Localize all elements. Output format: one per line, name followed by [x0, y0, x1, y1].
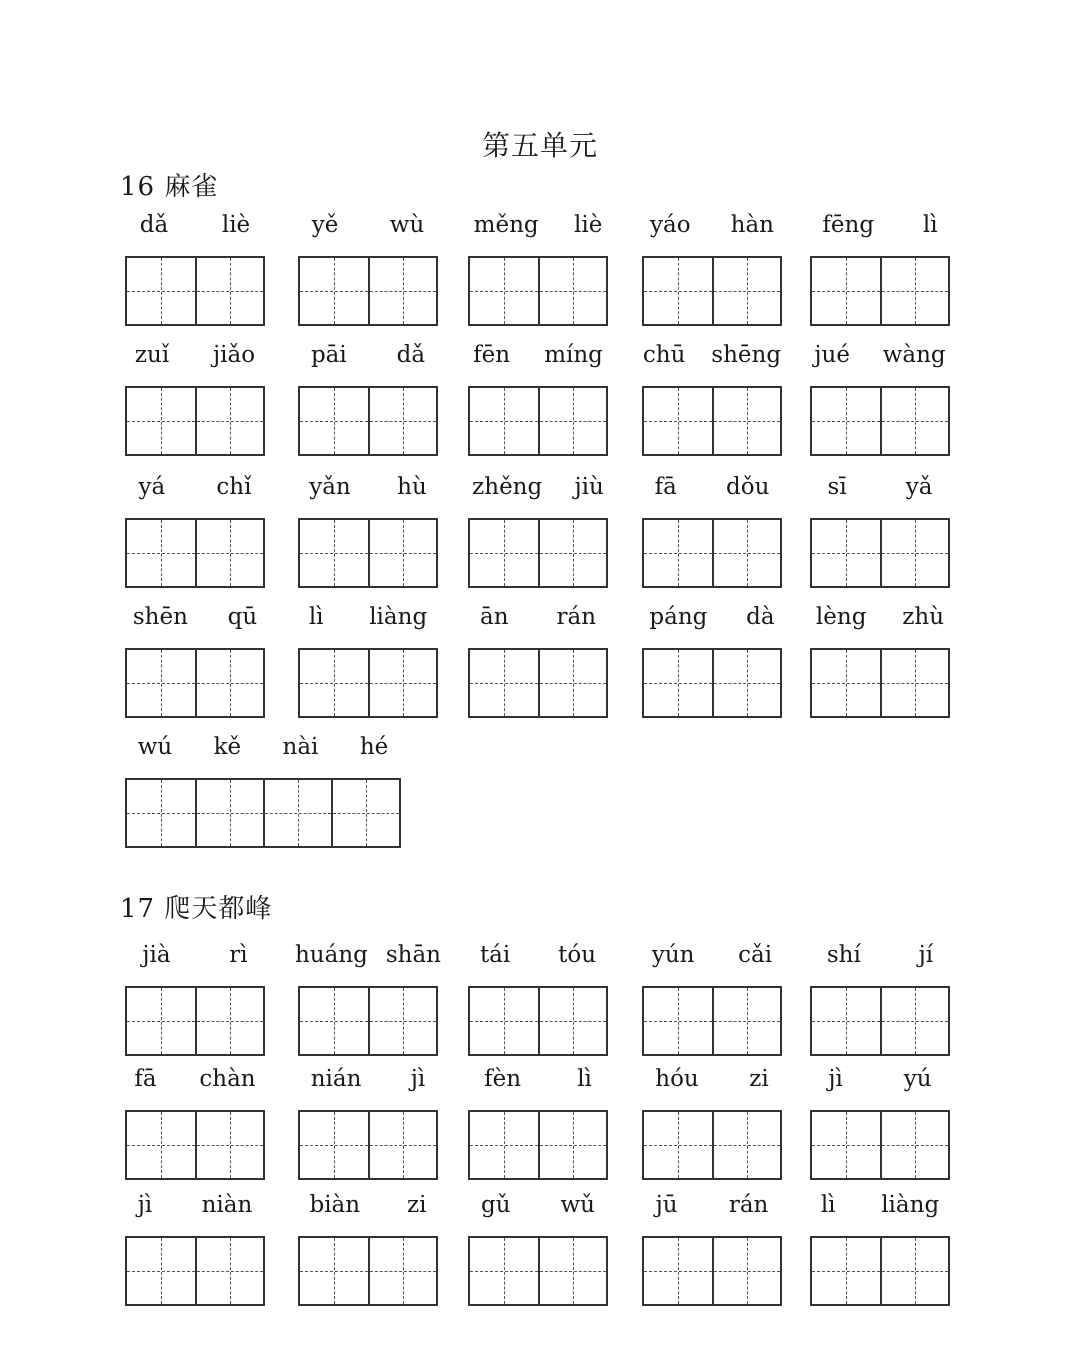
pinyin-syllable: yá: [138, 474, 166, 500]
tianzige-cell[interactable]: [195, 258, 263, 324]
lesson-heading: 16 麻雀: [120, 172, 219, 202]
pinyin-syllable: yú: [903, 1066, 932, 1092]
tianzige-cell[interactable]: [470, 388, 538, 454]
tianzige-cell[interactable]: [644, 258, 712, 324]
pinyin-syllable: hé: [359, 734, 389, 760]
writing-grid[interactable]: [125, 1110, 265, 1180]
pinyin-syllable: shēng: [711, 342, 782, 368]
pinyin-syllable: zi: [749, 1066, 769, 1092]
writing-grid[interactable]: [125, 518, 265, 588]
pinyin-line: [456, 338, 620, 372]
pinyin-syllable: měng: [473, 212, 539, 238]
writing-grid[interactable]: [642, 518, 782, 588]
tianzige-cell[interactable]: [712, 520, 780, 586]
pinyin-syllable: jì: [137, 1192, 153, 1218]
pinyin-syllable: zhù: [902, 604, 945, 630]
tianzige-cell[interactable]: [470, 1112, 538, 1178]
tianzige-cell[interactable]: [300, 520, 368, 586]
writing-grid[interactable]: [810, 648, 950, 718]
pinyin-syllable: lì: [577, 1066, 592, 1092]
writing-grid[interactable]: [298, 1236, 438, 1306]
tianzige-cell[interactable]: [538, 988, 606, 1054]
pinyin-syllable: zi: [407, 1192, 427, 1218]
pinyin-syllable: lèng: [815, 604, 867, 630]
pinyin-syllable: liàng: [881, 1192, 940, 1218]
pinyin-syllable: ān: [479, 604, 509, 630]
writing-grid[interactable]: [298, 256, 438, 326]
tianzige-cell[interactable]: [195, 1112, 263, 1178]
unit-title: 第五单元: [481, 129, 598, 162]
tianzige-cell[interactable]: [300, 988, 368, 1054]
pinyin-syllable: jià: [142, 942, 171, 968]
tianzige-cell[interactable]: [880, 1238, 948, 1304]
pinyin-line: [798, 600, 962, 634]
pinyin-syllable: liè: [221, 212, 251, 238]
pinyin-syllable: dǎ: [139, 212, 169, 238]
writing-grid[interactable]: [298, 648, 438, 718]
tianzige-cell[interactable]: [644, 650, 712, 716]
tianzige-cell[interactable]: [127, 780, 195, 846]
tianzige-cell[interactable]: [644, 1112, 712, 1178]
pinyin-syllable: chàn: [199, 1066, 256, 1092]
tianzige-cell[interactable]: [812, 520, 880, 586]
pinyin-syllable: chǐ: [216, 474, 252, 500]
pinyin-line: [113, 208, 277, 242]
tianzige-cell[interactable]: [644, 388, 712, 454]
pinyin-line: [456, 1062, 620, 1096]
pinyin-line: [456, 938, 620, 972]
tianzige-cell[interactable]: [880, 258, 948, 324]
tianzige-cell[interactable]: [538, 258, 606, 324]
tianzige-cell[interactable]: [812, 388, 880, 454]
pinyin-syllable: yáo: [650, 212, 691, 238]
pinyin-syllable: jì: [410, 1066, 426, 1092]
pinyin-line: [798, 208, 962, 242]
pinyin-syllable: fā: [134, 1066, 157, 1092]
pinyin-line: [113, 938, 277, 972]
pinyin-syllable: shān: [385, 942, 441, 968]
pinyin-syllable: fèn: [484, 1066, 522, 1092]
writing-grid[interactable]: [642, 648, 782, 718]
pinyin-syllable: wú: [137, 734, 173, 760]
tianzige-cell[interactable]: [368, 520, 436, 586]
writing-grid[interactable]: [468, 386, 608, 456]
pinyin-line: [286, 470, 450, 504]
tianzige-cell[interactable]: [263, 780, 331, 846]
pinyin-syllable: lì: [922, 212, 938, 238]
tianzige-cell[interactable]: [195, 780, 263, 846]
pinyin-line: [798, 938, 962, 972]
pinyin-syllable: jiǎo: [213, 342, 256, 368]
writing-grid[interactable]: [810, 1236, 950, 1306]
tianzige-cell[interactable]: [300, 650, 368, 716]
tianzige-cell[interactable]: [300, 1238, 368, 1304]
tianzige-cell[interactable]: [712, 650, 780, 716]
pinyin-line: [113, 1188, 277, 1222]
pinyin-syllable: nài: [282, 734, 319, 760]
writing-grid[interactable]: [810, 386, 950, 456]
writing-grid[interactable]: [642, 1110, 782, 1180]
tianzige-cell[interactable]: [195, 1238, 263, 1304]
pinyin-syllable: yě: [311, 212, 339, 238]
pinyin-line: [286, 1188, 450, 1222]
tianzige-cell[interactable]: [470, 988, 538, 1054]
pinyin-line: [456, 1188, 620, 1222]
pinyin-syllable: lì: [820, 1192, 836, 1218]
pinyin-syllable: nián: [310, 1066, 362, 1092]
pinyin-syllable: fēn: [473, 342, 511, 368]
pinyin-line: [630, 338, 794, 372]
pinyin-line: [286, 938, 450, 972]
writing-grid[interactable]: [298, 1110, 438, 1180]
tianzige-cell[interactable]: [880, 988, 948, 1054]
pinyin-line: [113, 600, 277, 634]
pinyin-syllable: kě: [213, 734, 242, 760]
tianzige-cell[interactable]: [880, 1112, 948, 1178]
pinyin-syllable: wàng: [882, 342, 946, 368]
pinyin-line: [798, 1062, 962, 1096]
pinyin-syllable: fā: [654, 474, 677, 500]
pinyin-syllable: wù: [389, 212, 425, 238]
tianzige-cell[interactable]: [470, 258, 538, 324]
pinyin-line: [286, 208, 450, 242]
pinyin-line: [113, 470, 277, 504]
pinyin-line: [113, 338, 277, 372]
pinyin-syllable: rán: [556, 604, 597, 630]
pinyin-syllable: wǔ: [560, 1192, 595, 1218]
writing-grid[interactable]: [125, 778, 401, 848]
pinyin-syllable: rán: [728, 1192, 769, 1218]
pinyin-syllable: yǎ: [905, 474, 933, 500]
pinyin-line: [630, 1062, 794, 1096]
writing-grid[interactable]: [642, 1236, 782, 1306]
tianzige-cell[interactable]: [368, 1238, 436, 1304]
tianzige-cell[interactable]: [127, 1112, 195, 1178]
pinyin-syllable: jì: [828, 1066, 843, 1092]
tianzige-cell[interactable]: [195, 520, 263, 586]
tianzige-cell[interactable]: [368, 1112, 436, 1178]
writing-grid[interactable]: [810, 1110, 950, 1180]
pinyin-syllable: jué: [814, 342, 850, 368]
writing-grid[interactable]: [642, 986, 782, 1056]
pinyin-syllable: liàng: [369, 604, 428, 630]
pinyin-syllable: hù: [397, 474, 427, 500]
pinyin-syllable: zuǐ: [134, 342, 170, 368]
tianzige-cell[interactable]: [812, 258, 880, 324]
tianzige-cell[interactable]: [644, 1238, 712, 1304]
writing-grid[interactable]: [125, 986, 265, 1056]
tianzige-cell[interactable]: [127, 1238, 195, 1304]
writing-grid[interactable]: [125, 1236, 265, 1306]
pinyin-syllable: yún: [651, 942, 695, 968]
tianzige-cell[interactable]: [880, 520, 948, 586]
pinyin-line: [798, 470, 962, 504]
tianzige-cell[interactable]: [812, 1112, 880, 1178]
pinyin-line: [630, 470, 794, 504]
pinyin-syllable: sī: [827, 474, 847, 500]
pinyin-line: [117, 730, 409, 764]
tianzige-cell[interactable]: [880, 650, 948, 716]
pinyin-line: [286, 338, 450, 372]
writing-grid[interactable]: [810, 986, 950, 1056]
pinyin-syllable: liè: [573, 212, 603, 238]
writing-grid[interactable]: [468, 986, 608, 1056]
pinyin-line: [286, 600, 450, 634]
writing-grid[interactable]: [642, 256, 782, 326]
pinyin-syllable: biàn: [309, 1192, 361, 1218]
pinyin-syllable: zhěng: [472, 474, 543, 500]
tianzige-cell[interactable]: [644, 520, 712, 586]
pinyin-line: [456, 470, 620, 504]
pinyin-line: [456, 208, 620, 242]
tianzige-cell[interactable]: [127, 520, 195, 586]
tianzige-cell[interactable]: [368, 258, 436, 324]
pinyin-syllable: shēn: [132, 604, 188, 630]
writing-grid[interactable]: [298, 986, 438, 1056]
pinyin-line: [798, 1188, 962, 1222]
tianzige-cell[interactable]: [470, 650, 538, 716]
tianzige-cell[interactable]: [812, 1238, 880, 1304]
pinyin-syllable: gǔ: [480, 1192, 511, 1218]
pinyin-syllable: dǎ: [396, 342, 426, 368]
tianzige-cell[interactable]: [880, 388, 948, 454]
tianzige-cell[interactable]: [812, 988, 880, 1054]
tianzige-cell[interactable]: [712, 988, 780, 1054]
writing-grid[interactable]: [810, 518, 950, 588]
writing-grid[interactable]: [125, 256, 265, 326]
writing-grid[interactable]: [468, 256, 608, 326]
writing-grid[interactable]: [468, 1110, 608, 1180]
pinyin-syllable: tái: [479, 942, 511, 968]
writing-grid[interactable]: [125, 386, 265, 456]
tianzige-cell[interactable]: [127, 258, 195, 324]
pinyin-syllable: dǒu: [726, 474, 770, 500]
writing-grid[interactable]: [468, 1236, 608, 1306]
pinyin-syllable: cǎi: [738, 942, 773, 968]
pinyin-line: [456, 600, 620, 634]
tianzige-cell[interactable]: [712, 388, 780, 454]
tianzige-cell[interactable]: [331, 780, 399, 846]
tianzige-cell[interactable]: [368, 988, 436, 1054]
tianzige-cell[interactable]: [300, 388, 368, 454]
pinyin-syllable: shí: [826, 942, 861, 968]
writing-grid[interactable]: [810, 256, 950, 326]
tianzige-cell[interactable]: [195, 388, 263, 454]
pinyin-syllable: niàn: [201, 1192, 253, 1218]
pinyin-syllable: yǎn: [309, 474, 351, 500]
pinyin-syllable: jū: [655, 1192, 678, 1218]
writing-grid[interactable]: [298, 386, 438, 456]
tianzige-cell[interactable]: [644, 988, 712, 1054]
writing-grid[interactable]: [298, 518, 438, 588]
writing-grid[interactable]: [642, 386, 782, 456]
pinyin-line: [630, 208, 794, 242]
tianzige-cell[interactable]: [368, 388, 436, 454]
pinyin-line: [113, 1062, 277, 1096]
tianzige-cell[interactable]: [368, 650, 436, 716]
pinyin-line: [286, 1062, 450, 1096]
tianzige-cell[interactable]: [538, 1112, 606, 1178]
pinyin-syllable: lì: [308, 604, 324, 630]
tianzige-cell[interactable]: [470, 520, 538, 586]
pinyin-syllable: pāi: [310, 342, 347, 368]
tianzige-cell[interactable]: [538, 650, 606, 716]
pinyin-syllable: rì: [229, 942, 248, 968]
pinyin-line: [630, 600, 794, 634]
tianzige-cell[interactable]: [712, 1112, 780, 1178]
writing-grid[interactable]: [468, 648, 608, 718]
pinyin-syllable: míng: [544, 342, 603, 368]
pinyin-syllable: hóu: [655, 1066, 699, 1092]
pinyin-syllable: chū: [642, 342, 686, 368]
pinyin-syllable: hàn: [730, 212, 774, 238]
writing-grid[interactable]: [125, 648, 265, 718]
pinyin-syllable: tóu: [558, 942, 597, 968]
tianzige-cell[interactable]: [127, 388, 195, 454]
tianzige-cell[interactable]: [195, 988, 263, 1054]
tianzige-cell[interactable]: [712, 1238, 780, 1304]
tianzige-cell[interactable]: [812, 650, 880, 716]
tianzige-cell[interactable]: [195, 650, 263, 716]
pinyin-syllable: qū: [227, 604, 258, 630]
pinyin-syllable: huáng: [294, 942, 368, 968]
pinyin-syllable: páng: [649, 604, 708, 630]
pinyin-syllable: jiù: [574, 474, 604, 500]
tianzige-cell[interactable]: [538, 520, 606, 586]
tianzige-cell[interactable]: [127, 988, 195, 1054]
lesson-heading: 17 爬天都峰: [120, 894, 273, 924]
tianzige-cell[interactable]: [127, 650, 195, 716]
pinyin-line: [630, 1188, 794, 1222]
pinyin-syllable: fēng: [822, 212, 875, 238]
pinyin-syllable: jí: [918, 942, 934, 968]
tianzige-cell[interactable]: [712, 258, 780, 324]
tianzige-cell[interactable]: [538, 388, 606, 454]
pinyin-line: [798, 338, 962, 372]
pinyin-syllable: dà: [746, 604, 775, 630]
tianzige-cell[interactable]: [300, 258, 368, 324]
tianzige-cell[interactable]: [470, 1238, 538, 1304]
tianzige-cell[interactable]: [538, 1238, 606, 1304]
tianzige-cell[interactable]: [300, 1112, 368, 1178]
writing-grid[interactable]: [468, 518, 608, 588]
pinyin-line: [630, 938, 794, 972]
